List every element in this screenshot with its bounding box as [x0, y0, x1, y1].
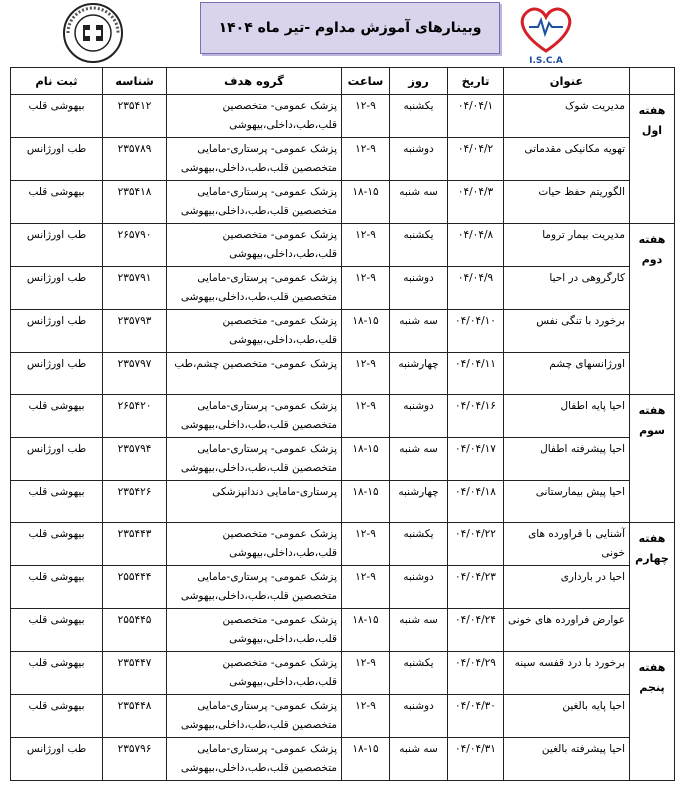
webinar-title: احیا پیشرفته بالغین	[504, 738, 630, 781]
webinar-date: ۰۴/۰۴/۱۸	[448, 481, 504, 523]
webinar-date: ۰۴/۰۴/۲	[448, 138, 504, 181]
webinar-schedule-table	[10, 67, 675, 781]
webinar-day: چهارشنبه	[390, 353, 448, 395]
webinar-id: ۲۵۵۴۴۵	[103, 609, 167, 652]
webinar-title: احیا پیشرفته اطفال	[504, 438, 630, 481]
webinar-target-group: پزشک عمومی- پرستاری-مامایی متخصصین قلب،طب،داخلی،بیهوشی	[167, 438, 342, 481]
webinar-date: ۰۴/۰۴/۲۳	[448, 566, 504, 609]
webinar-date: ۰۴/۰۴/۲۲	[448, 523, 504, 566]
webinar-title: مدیریت بیمار تروما	[504, 224, 630, 267]
page-header	[0, 0, 684, 66]
webinar-title: عوارض فراورده های خونی	[504, 609, 630, 652]
col-header-register: ثبت نام	[11, 68, 103, 95]
webinar-id: ۲۳۵۴۴۷	[103, 652, 167, 695]
webinar-title: احیا پایه بالغین	[504, 695, 630, 738]
webinar-time: ۱۲-۹	[342, 566, 390, 609]
register-link[interactable]: طب اورژانس	[11, 353, 103, 395]
webinar-day: دوشنبه	[390, 138, 448, 181]
page-title-box	[200, 2, 500, 54]
table-row	[11, 738, 675, 781]
week-label: هفته پنجم	[630, 652, 675, 781]
webinar-day: چهارشنبه	[390, 481, 448, 523]
week-label: هفته اول	[630, 95, 675, 224]
webinar-date: ۰۴/۰۴/۳۰	[448, 695, 504, 738]
register-link[interactable]: بیهوشی قلب	[11, 95, 103, 138]
webinar-target-group: پزشک عمومی- متخصصین قلب،طب،داخلی،بیهوشی	[167, 609, 342, 652]
webinar-id: ۲۳۵۷۹۳	[103, 310, 167, 353]
webinar-id: ۲۳۵۷۹۴	[103, 438, 167, 481]
table-row	[11, 695, 675, 738]
webinar-day: سه شنبه	[390, 181, 448, 224]
webinar-time: ۱۲-۹	[342, 224, 390, 267]
webinar-target-group: پزشک عمومی- متخصصین قلب،طب،داخلی،بیهوشی	[167, 652, 342, 695]
register-link[interactable]: بیهوشی قلب	[11, 395, 103, 438]
webinar-time: ۱۲-۹	[342, 353, 390, 395]
table-header-row	[11, 68, 675, 95]
webinar-date: ۰۴/۰۴/۱۱	[448, 353, 504, 395]
webinar-title: احیا در بارداری	[504, 566, 630, 609]
webinar-time: ۱۲-۹	[342, 95, 390, 138]
table-row	[11, 652, 675, 695]
webinar-id: ۲۶۵۷۹۰	[103, 224, 167, 267]
register-link[interactable]: بیهوشی قلب	[11, 566, 103, 609]
webinar-target-group: پزشک عمومی- پرستاری-مامایی متخصصین قلب،طب،داخلی،بیهوشی	[167, 395, 342, 438]
webinar-title: اورژانسهای چشم	[504, 353, 630, 395]
webinar-title: برخورد با تنگی نفس	[504, 310, 630, 353]
register-link[interactable]: طب اورژانس	[11, 438, 103, 481]
webinar-day: یکشنبه	[390, 224, 448, 267]
webinar-id: ۲۳۵۴۱۲	[103, 95, 167, 138]
webinar-time: ۱۲-۹	[342, 395, 390, 438]
table-row	[11, 138, 675, 181]
webinar-id: ۲۳۵۴۴۳	[103, 523, 167, 566]
webinar-date: ۰۴/۰۴/۳۱	[448, 738, 504, 781]
webinar-date: ۰۴/۰۴/۳	[448, 181, 504, 224]
isca-logo	[512, 1, 580, 65]
register-link[interactable]: بیهوشی قلب	[11, 695, 103, 738]
table-row	[11, 566, 675, 609]
webinar-target-group: پرستاری-مامایی دندانپزشکی	[167, 481, 342, 523]
webinar-date: ۰۴/۰۴/۹	[448, 267, 504, 310]
table-row	[11, 95, 675, 138]
webinar-day: یکشنبه	[390, 95, 448, 138]
table-row	[11, 267, 675, 310]
webinar-id: ۲۳۵۴۴۸	[103, 695, 167, 738]
webinar-date: ۰۴/۰۴/۲۴	[448, 609, 504, 652]
webinar-date: ۰۴/۰۴/۱	[448, 95, 504, 138]
webinar-target-group: پزشک عمومی- پرستاری-مامایی متخصصین قلب،طب،داخلی،بیهوشی	[167, 138, 342, 181]
webinar-day: دوشنبه	[390, 695, 448, 738]
webinar-target-group: پزشک عمومی- متخصصین قلب،طب،داخلی،بیهوشی	[167, 523, 342, 566]
table-row	[11, 609, 675, 652]
webinar-title: احیا پیش بیمارستانی	[504, 481, 630, 523]
register-link[interactable]: بیهوشی قلب	[11, 523, 103, 566]
table-row	[11, 523, 675, 566]
isca-logo-text: I.S.C.A	[529, 56, 563, 65]
webinar-date: ۰۴/۰۴/۱۰	[448, 310, 504, 353]
webinar-day: سه شنبه	[390, 609, 448, 652]
webinar-id: ۲۳۵۷۹۶	[103, 738, 167, 781]
webinar-title: کارگروهی در احیا	[504, 267, 630, 310]
webinar-time: ۱۸-۱۵	[342, 181, 390, 224]
webinar-time: ۱۲-۹	[342, 695, 390, 738]
webinar-date: ۰۴/۰۴/۲۹	[448, 652, 504, 695]
webinar-day: دوشنبه	[390, 267, 448, 310]
webinar-target-group: پزشک عمومی- پرستاری-مامایی متخصصین قلب،طب،داخلی،بیهوشی	[167, 566, 342, 609]
webinar-target-group: پزشک عمومی- پرستاری-مامایی متخصصین قلب،طب،داخلی،بیهوشی	[167, 695, 342, 738]
webinar-target-group: پزشک عمومی- پرستاری-مامایی متخصصین قلب،طب،داخلی،بیهوشی	[167, 181, 342, 224]
register-link[interactable]: بیهوشی قلب	[11, 481, 103, 523]
webinar-time: ۱۸-۱۵	[342, 481, 390, 523]
webinar-id: ۲۳۵۴۲۶	[103, 481, 167, 523]
col-header-target: گروه هدف	[167, 68, 342, 95]
webinar-time: ۱۸-۱۵	[342, 738, 390, 781]
register-link[interactable]: بیهوشی قلب	[11, 652, 103, 695]
col-header-week	[630, 68, 675, 95]
week-label: هفته چهارم	[630, 523, 675, 652]
webinar-time: ۱۸-۱۵	[342, 609, 390, 652]
webinar-target-group: پزشک عمومی- متخصصین قلب،طب،داخلی،بیهوشی	[167, 224, 342, 267]
webinar-target-group: پزشک عمومی- متخصصین قلب،طب،داخلی،بیهوشی	[167, 310, 342, 353]
webinar-day: دوشنبه	[390, 395, 448, 438]
table-row	[11, 395, 675, 438]
register-link[interactable]: طب اورژانس	[11, 267, 103, 310]
webinar-id: ۲۶۵۴۲۰	[103, 395, 167, 438]
webinar-target-group: پزشک عمومی- متخصصین قلب،طب،داخلی،بیهوشی	[167, 95, 342, 138]
webinar-title: مدیریت شوک	[504, 95, 630, 138]
col-header-id: شناسه	[103, 68, 167, 95]
register-link[interactable]: بیهوشی قلب	[11, 609, 103, 652]
webinar-time: ۱۲-۹	[342, 138, 390, 181]
webinar-title: برخورد با درد قفسه سینه	[504, 652, 630, 695]
register-link[interactable]: بیهوشی قلب	[11, 181, 103, 224]
webinar-time: ۱۲-۹	[342, 652, 390, 695]
table-row	[11, 438, 675, 481]
webinar-time: ۱۲-۹	[342, 523, 390, 566]
webinar-title: الگوریتم حفظ حیات	[504, 181, 630, 224]
table-row	[11, 224, 675, 267]
webinar-day: سه شنبه	[390, 738, 448, 781]
register-link[interactable]: طب اورژانس	[11, 224, 103, 267]
webinar-title: احیا پایه اطفال	[504, 395, 630, 438]
webinar-id: ۲۳۵۷۸۹	[103, 138, 167, 181]
webinar-day: یکشنبه	[390, 523, 448, 566]
webinar-date: ۰۴/۰۴/۸	[448, 224, 504, 267]
webinar-day: سه شنبه	[390, 438, 448, 481]
webinar-id: ۲۵۵۴۴۴	[103, 566, 167, 609]
col-header-title: عنوان	[504, 68, 630, 95]
webinar-id: ۲۳۵۴۱۸	[103, 181, 167, 224]
webinar-day: یکشنبه	[390, 652, 448, 695]
webinar-id: ۲۳۵۷۹۱	[103, 267, 167, 310]
register-link[interactable]: طب اورژانس	[11, 138, 103, 181]
webinar-day: دوشنبه	[390, 566, 448, 609]
emergency-medicine-society-logo	[58, 1, 128, 65]
col-header-day: روز	[390, 68, 448, 95]
webinar-date: ۰۴/۰۴/۱۶	[448, 395, 504, 438]
webinar-date: ۰۴/۰۴/۱۷	[448, 438, 504, 481]
week-label: هفته سوم	[630, 395, 675, 523]
webinar-target-group: پزشک عمومی- متخصصین چشم،طب	[167, 353, 342, 395]
webinar-title: آشنایی با فراورده های خونی	[504, 523, 630, 566]
webinar-day: سه شنبه	[390, 310, 448, 353]
webinar-time: ۱۲-۹	[342, 267, 390, 310]
webinar-target-group: پزشک عمومی- پرستاری-مامایی متخصصین قلب،طب،داخلی،بیهوشی	[167, 267, 342, 310]
webinar-id: ۲۳۵۷۹۷	[103, 353, 167, 395]
col-header-time: ساعت	[342, 68, 390, 95]
week-label: هفته دوم	[630, 224, 675, 395]
register-link[interactable]: طب اورژانس	[11, 738, 103, 781]
webinar-time: ۱۸-۱۵	[342, 310, 390, 353]
table-row	[11, 481, 675, 523]
table-row	[11, 181, 675, 224]
register-link[interactable]: طب اورژانس	[11, 310, 103, 353]
col-header-date: تاریخ	[448, 68, 504, 95]
webinar-time: ۱۸-۱۵	[342, 438, 390, 481]
table-row	[11, 353, 675, 395]
page-title: وبینارهای آموزش مداوم -تیر ماه ۱۴۰۴	[218, 20, 482, 36]
webinar-title: تهویه مکانیکی مقدماتی	[504, 138, 630, 181]
table-row	[11, 310, 675, 353]
webinar-target-group: پزشک عمومی- پرستاری-مامایی متخصصین قلب،طب،داخلی،بیهوشی	[167, 738, 342, 781]
